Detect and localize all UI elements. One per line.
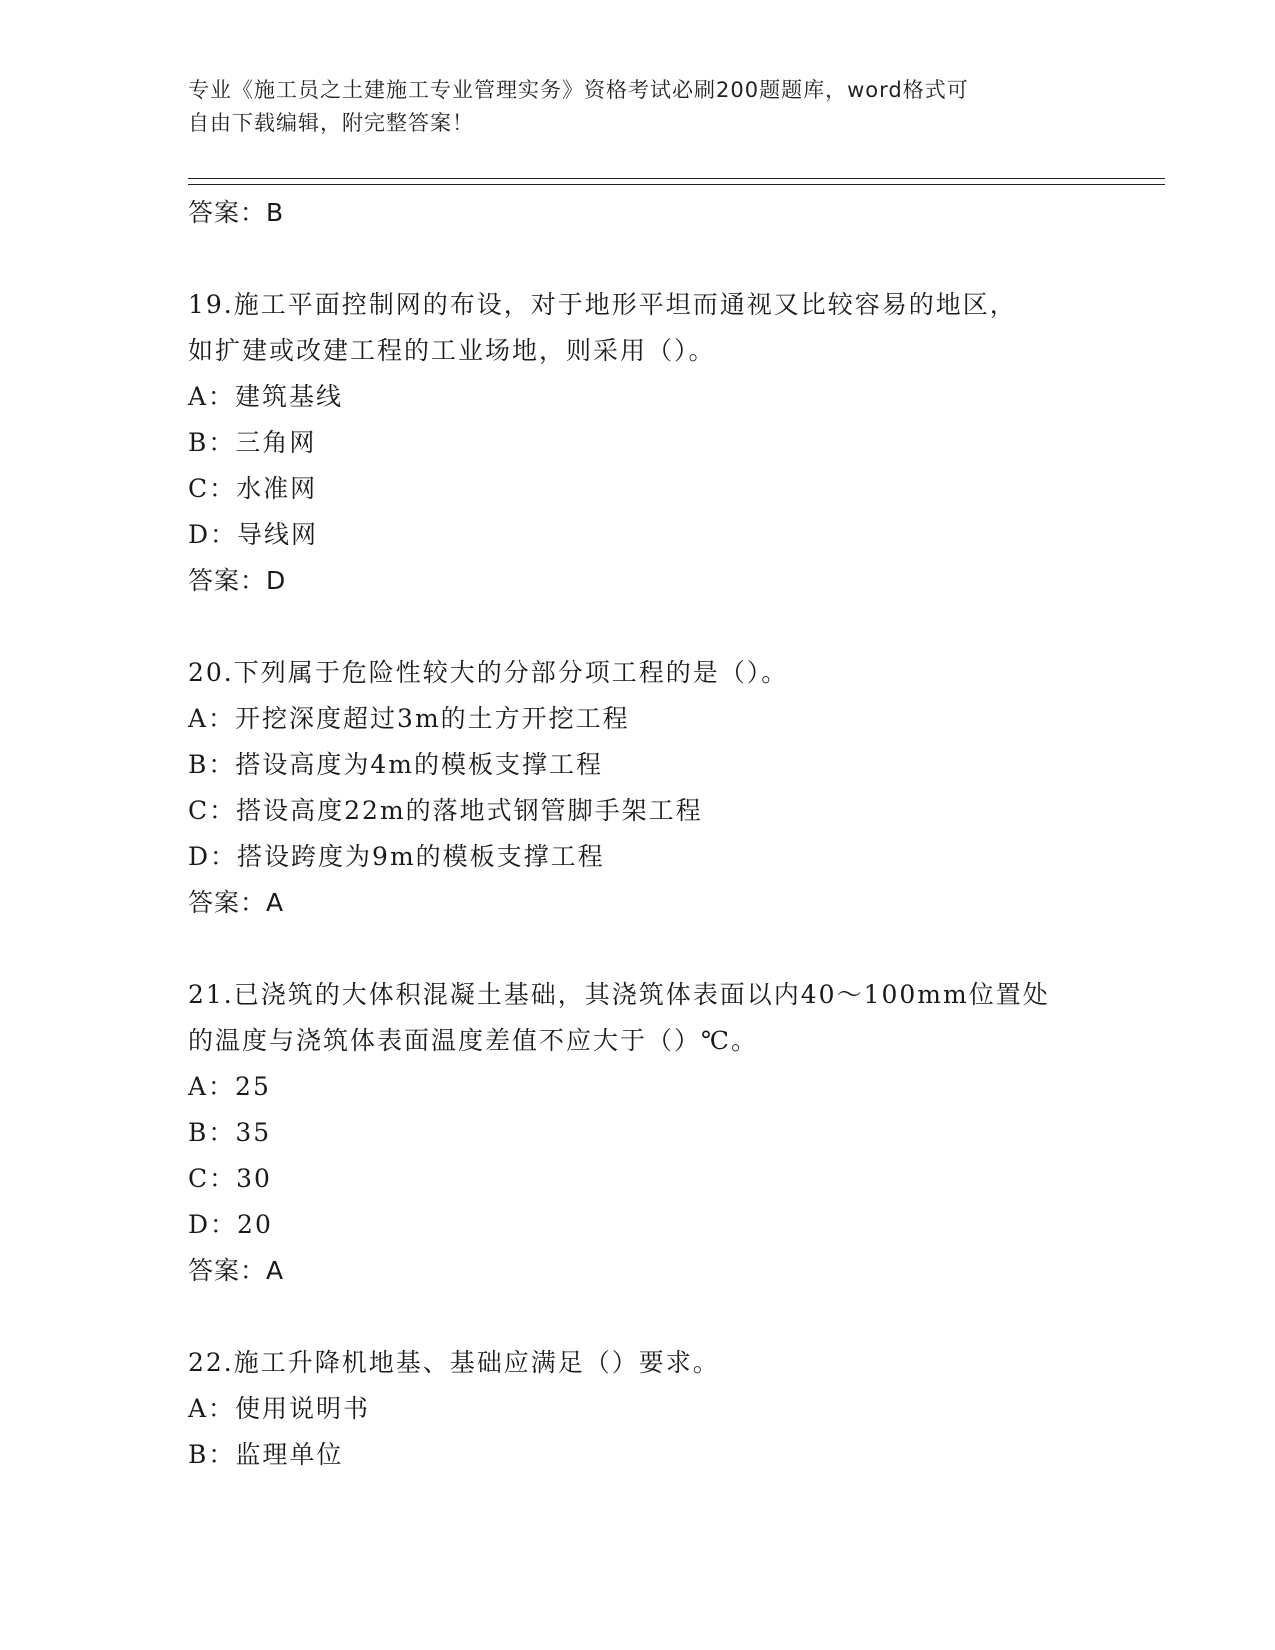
question-22 <box>188 1340 1148 1478</box>
option-d: D：导线网 <box>188 520 319 549</box>
question-20 <box>188 650 1148 926</box>
option-d: D：搭设跨度为9m的模板支撑工程 <box>188 842 605 871</box>
spacer <box>188 604 1148 650</box>
option-c: C：搭设高度22m的落地式钢管脚手架工程 <box>188 796 703 825</box>
option-a: A：建筑基线 <box>188 382 344 411</box>
header-line-2: 自由下载编辑，附完整答案！ <box>188 111 474 135</box>
question-21 <box>188 972 1148 1294</box>
option-c: C：30 <box>188 1164 272 1193</box>
question-stem: 20.下列属于危险性较大的分部分项工程的是（）。 <box>188 658 789 687</box>
option-b: B：监理单位 <box>188 1440 344 1469</box>
answer: 答案：A <box>188 888 285 917</box>
option-b: B：搭设高度为4m的模板支撑工程 <box>188 750 603 779</box>
option-c: C：水准网 <box>188 474 318 503</box>
question-stem: 19.施工平面控制网的布设，对于地形平坦而通视又比较容易的地区， <box>188 290 1017 319</box>
option-b: B：35 <box>188 1118 272 1147</box>
page-header <box>188 74 1088 140</box>
previous-answer: 答案：B <box>188 198 285 227</box>
question-stem: 22.施工升降机地基、基础应满足（）要求。 <box>188 1348 720 1377</box>
question-stem: 如扩建或改建工程的工业场地，则采用（）。 <box>188 336 716 365</box>
answer: 答案：A <box>188 1256 285 1285</box>
header-divider-top <box>188 178 1165 179</box>
option-b: B：三角网 <box>188 428 317 457</box>
option-a: A：使用说明书 <box>188 1394 371 1423</box>
header-line-1: 专业《施工员之土建施工专业管理实务》资格考试必刷200题题库，word格式可 <box>188 78 969 102</box>
question-stem: 的温度与浇筑体表面温度差值不应大于（）℃。 <box>188 1026 758 1055</box>
spacer <box>188 236 1148 282</box>
spacer <box>188 1294 1148 1340</box>
header-divider-bottom <box>188 184 1165 185</box>
question-stem: 21.已浇筑的大体积混凝土基础，其浇筑体表面以内40～100mm位置处 <box>188 980 1050 1009</box>
question-19 <box>188 282 1148 604</box>
option-a: A：开挖深度超过3m的土方开挖工程 <box>188 704 630 733</box>
document-body <box>188 190 1148 1478</box>
spacer <box>188 926 1148 972</box>
answer: 答案：D <box>188 566 287 595</box>
option-a: A：25 <box>188 1072 271 1101</box>
option-d: D：20 <box>188 1210 273 1239</box>
